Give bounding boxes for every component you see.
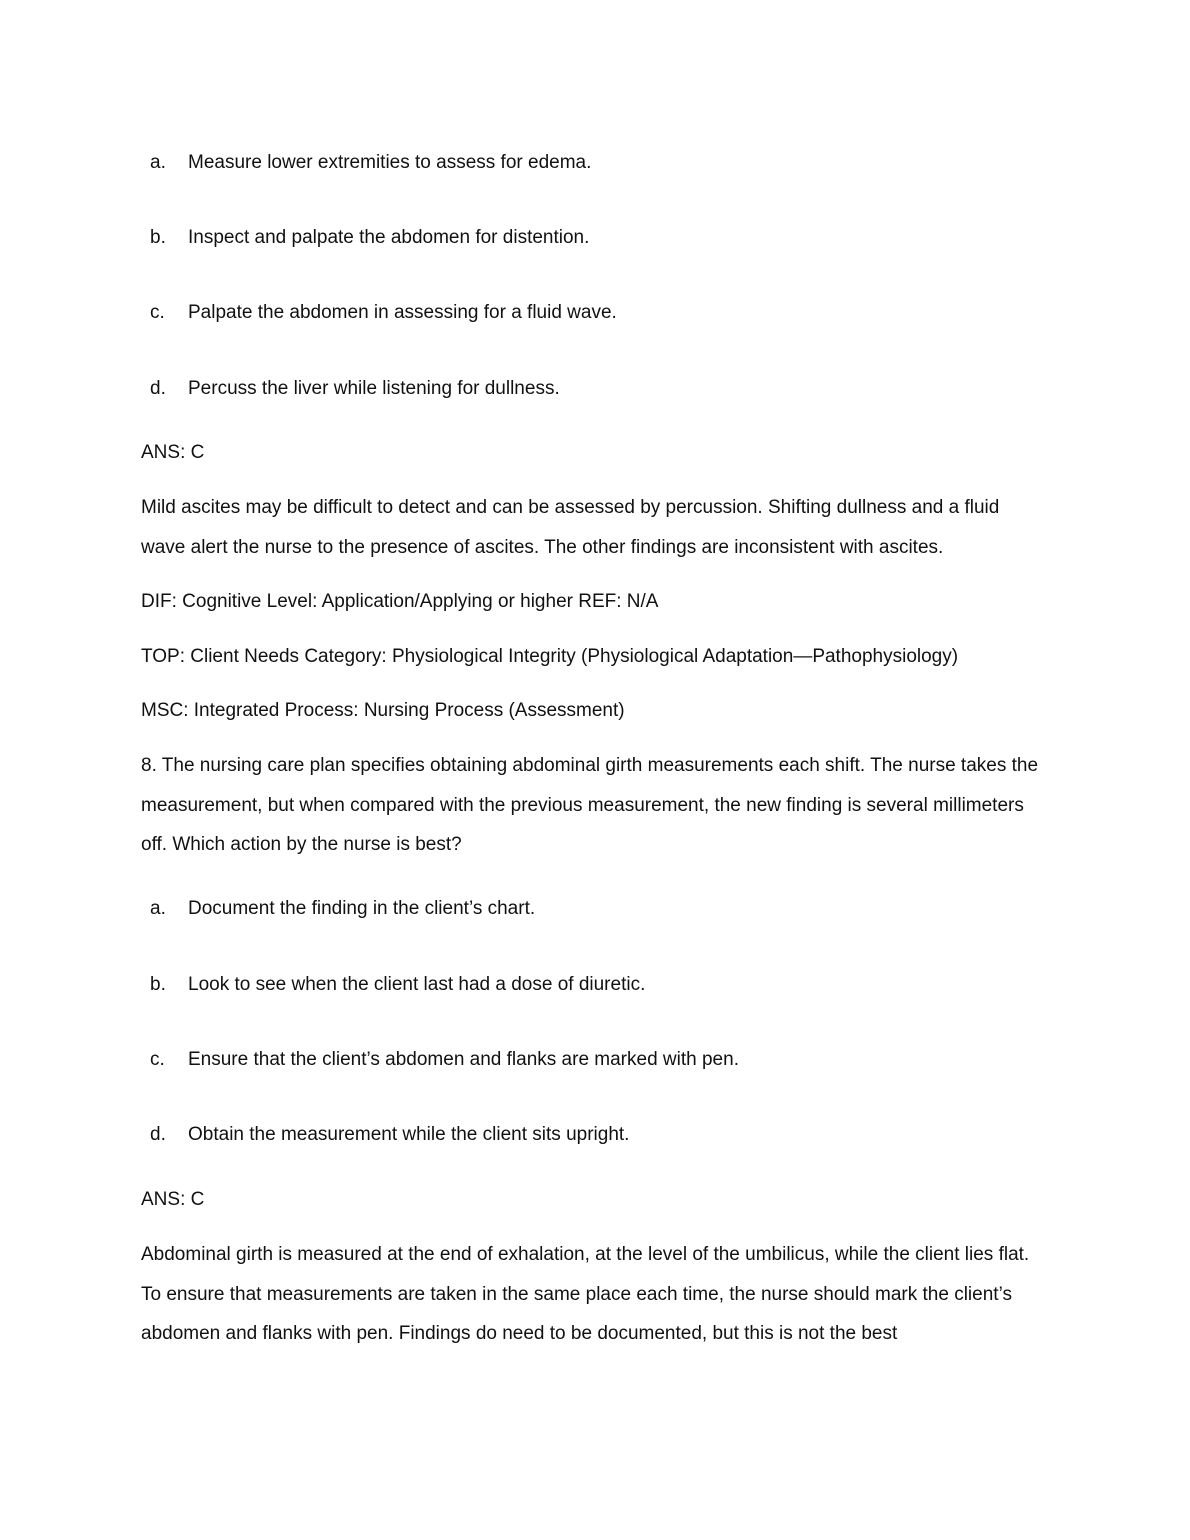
q7-option-a bbox=[0, 148, 1190, 178]
option-text: Measure lower extremities to assess for edema. bbox=[188, 152, 592, 173]
option-text: Look to see when the client last had a dose of diuretic. bbox=[188, 974, 646, 995]
option-text: Inspect and palpate the abdomen for distention. bbox=[188, 227, 590, 248]
option-letter: c. bbox=[150, 1049, 165, 1070]
q7-option-d bbox=[0, 374, 1190, 404]
q8-option-c bbox=[0, 1045, 1190, 1075]
q8-option-a bbox=[0, 894, 1190, 924]
option-letter: a. bbox=[150, 152, 166, 173]
option-letter: c. bbox=[150, 302, 165, 323]
q7-difficulty: DIF: Cognitive Level: Application/Applying or higher REF: N/A bbox=[141, 591, 659, 612]
option-letter: a. bbox=[150, 898, 166, 919]
option-text: Obtain the measurement while the client sits upright. bbox=[188, 1124, 630, 1145]
option-letter: d. bbox=[150, 1124, 166, 1145]
q8-option-b bbox=[0, 970, 1190, 1000]
q8-option-d bbox=[0, 1120, 1190, 1150]
option-letter: b. bbox=[150, 974, 166, 995]
q8-answer: ANS: C bbox=[141, 1189, 205, 1210]
q8-rationale: Abdominal girth is measured at the end of exhalation, at the level of the umbilicus, while the client lies flat. To ensure that measurements are taken in the same place each time, the nurse should mark the client’s abdomen and flanks with pen. Findings do need to be documented, but this is not the best bbox=[141, 1244, 1030, 1344]
option-text: Document the finding in the client’s chart. bbox=[188, 898, 536, 919]
q7-option-c bbox=[0, 298, 1190, 328]
q7-option-b bbox=[0, 223, 1190, 253]
option-letter: b. bbox=[150, 227, 166, 248]
option-text: Percuss the liver while listening for dullness. bbox=[188, 378, 560, 399]
q7-msc: MSC: Integrated Process: Nursing Process (Assessment) bbox=[141, 700, 625, 721]
q8-stem: 8. The nursing care plan specifies obtaining abdominal girth measurements each shift. The nurse takes the measurement, but when compared with the previous measurement, the new finding is several millimeters off. Which action by the nurse is best? bbox=[141, 755, 1039, 855]
option-text: Palpate the abdomen in assessing for a fluid wave. bbox=[188, 302, 617, 323]
q7-answer: ANS: C bbox=[141, 442, 205, 463]
option-letter: d. bbox=[150, 378, 166, 399]
option-text: Ensure that the client’s abdomen and flanks are marked with pen. bbox=[188, 1049, 739, 1070]
q7-rationale: Mild ascites may be difficult to detect and can be assessed by percussion. Shifting dullness and a fluid wave alert the nurse to the presence of ascites. The other findings are inconsistent with ascites. bbox=[141, 497, 1000, 558]
q7-topic: TOP: Client Needs Category: Physiological Integrity (Physiological Adaptation—Pathophysiology) bbox=[141, 646, 959, 667]
